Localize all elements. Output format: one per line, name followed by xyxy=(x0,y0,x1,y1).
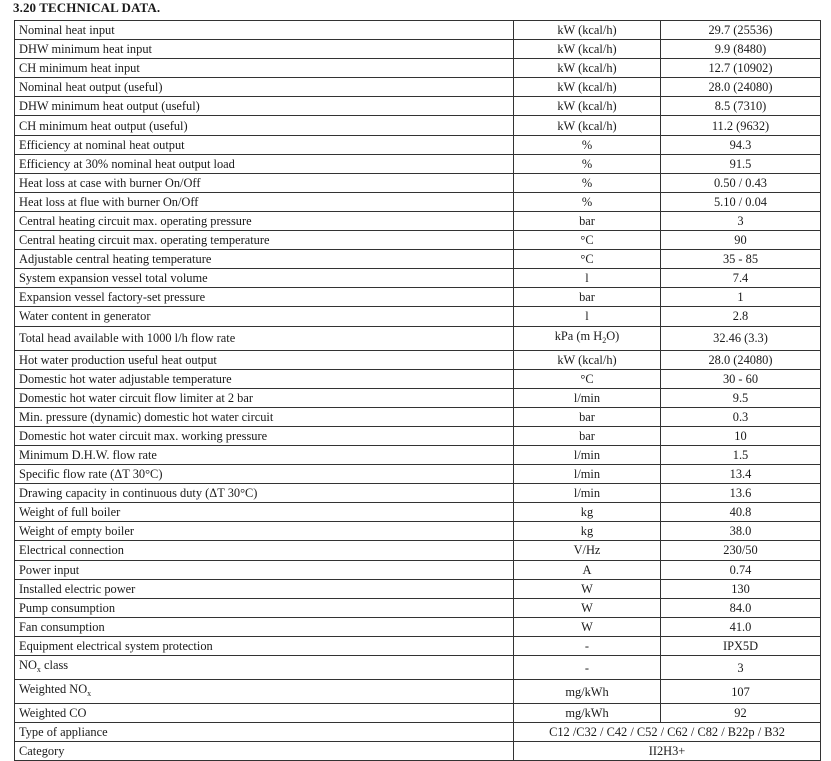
table-row xyxy=(15,723,821,742)
value-cell: 28.0 (24080) xyxy=(661,350,821,369)
table-row xyxy=(15,617,821,636)
parameter-cell: Specific flow rate (ΔT 30°C) xyxy=(15,465,514,484)
subscript-text: 2 xyxy=(602,335,607,345)
parameter-cell: Weight of full boiler xyxy=(15,503,514,522)
value-cell: 13.6 xyxy=(661,484,821,503)
parameter-cell xyxy=(15,656,514,680)
value-cell: 3 xyxy=(661,211,821,230)
table-row xyxy=(15,97,821,116)
parameter-cell: Power input xyxy=(15,560,514,579)
parameter-text: class xyxy=(40,658,69,672)
parameter-cell: Min. pressure (dynamic) domestic hot water circuit xyxy=(15,407,514,426)
table-row xyxy=(15,579,821,598)
value-cell: 2.8 xyxy=(661,307,821,326)
table-row xyxy=(15,40,821,59)
value-cell: 0.50 / 0.43 xyxy=(661,173,821,192)
subscript-text: x xyxy=(87,689,92,698)
parameter-cell: Installed electric power xyxy=(15,579,514,598)
parameter-cell: DHW minimum heat input xyxy=(15,40,514,59)
unit-cell: l/min xyxy=(514,484,661,503)
table-row xyxy=(15,636,821,655)
parameter-cell: Nominal heat input xyxy=(15,21,514,40)
table-row xyxy=(15,307,821,326)
unit-cell: l/min xyxy=(514,388,661,407)
unit-cell: kW (kcal/h) xyxy=(514,116,661,135)
unit-cell: A xyxy=(514,560,661,579)
value-cell: 84.0 xyxy=(661,598,821,617)
parameter-cell: Category xyxy=(15,742,514,761)
parameter-cell: Electrical connection xyxy=(15,541,514,560)
table-row xyxy=(15,211,821,230)
value-cell: 9.9 (8480) xyxy=(661,40,821,59)
unit-cell xyxy=(514,326,661,350)
table-row xyxy=(15,21,821,40)
unit-cell: V/Hz xyxy=(514,541,661,560)
parameter-cell: Hot water production useful heat output xyxy=(15,350,514,369)
value-cell: 3 xyxy=(661,656,821,680)
value-cell: 92 xyxy=(661,704,821,723)
unit-text: O) xyxy=(606,328,620,343)
unit-cell: kW (kcal/h) xyxy=(514,350,661,369)
parameter-cell: Domestic hot water circuit flow limiter at 2 bar xyxy=(15,388,514,407)
unit-cell: % xyxy=(514,192,661,211)
table-row xyxy=(15,503,821,522)
parameter-cell: Fan consumption xyxy=(15,617,514,636)
parameter-cell: DHW minimum heat output (useful) xyxy=(15,97,514,116)
table-row xyxy=(15,288,821,307)
parameter-cell: Type of appliance xyxy=(15,723,514,742)
unit-cell: kg xyxy=(514,522,661,541)
unit-cell: mg/kWh xyxy=(514,680,661,704)
table-row xyxy=(15,484,821,503)
value-cell: 230/50 xyxy=(661,541,821,560)
parameter-cell: Heat loss at case with burner On/Off xyxy=(15,173,514,192)
unit-cell: °C xyxy=(514,250,661,269)
unit-cell: bar xyxy=(514,211,661,230)
value-cell: IPX5D xyxy=(661,636,821,655)
table-row xyxy=(15,135,821,154)
unit-cell: - xyxy=(514,636,661,655)
parameter-cell: Adjustable central heating temperature xyxy=(15,250,514,269)
table-row xyxy=(15,407,821,426)
parameter-cell: Central heating circuit max. operating pressure xyxy=(15,211,514,230)
value-cell: 8.5 (7310) xyxy=(661,97,821,116)
value-cell: 10 xyxy=(661,426,821,445)
value-cell: 1.5 xyxy=(661,445,821,464)
unit-cell: - xyxy=(514,656,661,680)
value-cell: 0.3 xyxy=(661,407,821,426)
value-cell: 35 - 85 xyxy=(661,250,821,269)
value-cell: 130 xyxy=(661,579,821,598)
value-cell: II2H3+ xyxy=(514,742,821,761)
unit-cell: bar xyxy=(514,407,661,426)
table-row xyxy=(15,269,821,288)
value-cell: 9.5 xyxy=(661,388,821,407)
parameter-cell: Water content in generator xyxy=(15,307,514,326)
unit-cell: kW (kcal/h) xyxy=(514,40,661,59)
parameter-cell: Weighted CO xyxy=(15,704,514,723)
parameter-cell: Domestic hot water adjustable temperature xyxy=(15,369,514,388)
unit-cell: mg/kWh xyxy=(514,704,661,723)
unit-cell: kW (kcal/h) xyxy=(514,78,661,97)
table-row xyxy=(15,116,821,135)
value-cell: 94.3 xyxy=(661,135,821,154)
unit-cell: kW (kcal/h) xyxy=(514,21,661,40)
parameter-text: Weighted NO xyxy=(19,682,88,696)
subscript-text: x xyxy=(36,665,41,674)
value-cell: 91.5 xyxy=(661,154,821,173)
value-cell: 90 xyxy=(661,231,821,250)
parameter-cell: Efficiency at nominal heat output xyxy=(15,135,514,154)
table-row xyxy=(15,59,821,78)
unit-cell: l/min xyxy=(514,465,661,484)
table-row xyxy=(15,445,821,464)
value-cell: 107 xyxy=(661,680,821,704)
parameter-cell: Equipment electrical system protection xyxy=(15,636,514,655)
unit-cell: °C xyxy=(514,231,661,250)
table-row xyxy=(15,231,821,250)
table-row xyxy=(15,598,821,617)
unit-cell: % xyxy=(514,173,661,192)
unit-cell: % xyxy=(514,154,661,173)
value-cell: 29.7 (25536) xyxy=(661,21,821,40)
parameter-cell: Drawing capacity in continuous duty (ΔT 30°C) xyxy=(15,484,514,503)
parameter-cell: System expansion vessel total volume xyxy=(15,269,514,288)
parameter-cell: Heat loss at flue with burner On/Off xyxy=(15,192,514,211)
value-cell: 11.2 (9632) xyxy=(661,116,821,135)
unit-cell: bar xyxy=(514,426,661,445)
unit-cell: % xyxy=(514,135,661,154)
table-row xyxy=(15,656,821,680)
unit-cell: kW (kcal/h) xyxy=(514,97,661,116)
value-cell: 41.0 xyxy=(661,617,821,636)
table-row xyxy=(15,560,821,579)
table-row xyxy=(15,704,821,723)
table-row xyxy=(15,326,821,350)
value-cell: 40.8 xyxy=(661,503,821,522)
table-row xyxy=(15,388,821,407)
parameter-cell: Central heating circuit max. operating temperature xyxy=(15,231,514,250)
table-row xyxy=(15,541,821,560)
parameter-cell: Efficiency at 30% nominal heat output load xyxy=(15,154,514,173)
unit-cell: kW (kcal/h) xyxy=(514,59,661,78)
parameter-text: NO xyxy=(19,658,37,672)
value-cell: 5.10 / 0.04 xyxy=(661,192,821,211)
table-row xyxy=(15,426,821,445)
unit-text: kPa (m H xyxy=(554,328,603,343)
unit-cell: W xyxy=(514,579,661,598)
value-cell: 13.4 xyxy=(661,465,821,484)
unit-cell: bar xyxy=(514,288,661,307)
parameter-cell: Total head available with 1000 l/h flow rate xyxy=(15,326,514,350)
value-cell: 1 xyxy=(661,288,821,307)
parameter-cell: Weight of empty boiler xyxy=(15,522,514,541)
table-row xyxy=(15,78,821,97)
parameter-cell: CH minimum heat output (useful) xyxy=(15,116,514,135)
parameter-cell: Minimum D.H.W. flow rate xyxy=(15,445,514,464)
technical-data-body xyxy=(15,21,821,761)
parameter-cell: Pump consumption xyxy=(15,598,514,617)
unit-cell: l xyxy=(514,307,661,326)
table-row xyxy=(15,250,821,269)
value-cell: 12.7 (10902) xyxy=(661,59,821,78)
technical-data-table xyxy=(14,20,821,761)
table-row xyxy=(15,465,821,484)
value-cell: C12 /C32 / C42 / C52 / C62 / C82 / B22p / B32 xyxy=(514,723,821,742)
unit-cell: °C xyxy=(514,369,661,388)
section-title: 3.20 TECHNICAL DATA. xyxy=(13,0,161,15)
parameter-cell: CH minimum heat input xyxy=(15,59,514,78)
parameter-cell xyxy=(15,680,514,704)
value-cell: 7.4 xyxy=(661,269,821,288)
value-cell: 28.0 (24080) xyxy=(661,78,821,97)
unit-cell: l/min xyxy=(514,445,661,464)
unit-cell: W xyxy=(514,598,661,617)
value-cell: 30 - 60 xyxy=(661,369,821,388)
unit-cell: W xyxy=(514,617,661,636)
table-row xyxy=(15,154,821,173)
table-row xyxy=(15,173,821,192)
table-row xyxy=(15,680,821,704)
table-row xyxy=(15,350,821,369)
table-row xyxy=(15,742,821,761)
parameter-cell: Domestic hot water circuit max. working pressure xyxy=(15,426,514,445)
parameter-cell: Nominal heat output (useful) xyxy=(15,78,514,97)
unit-cell: l xyxy=(514,269,661,288)
table-row xyxy=(15,522,821,541)
table-row xyxy=(15,192,821,211)
value-cell: 38.0 xyxy=(661,522,821,541)
unit-cell: kg xyxy=(514,503,661,522)
value-cell: 32.46 (3.3) xyxy=(661,326,821,350)
parameter-cell: Expansion vessel factory-set pressure xyxy=(15,288,514,307)
table-row xyxy=(15,369,821,388)
value-cell: 0.74 xyxy=(661,560,821,579)
